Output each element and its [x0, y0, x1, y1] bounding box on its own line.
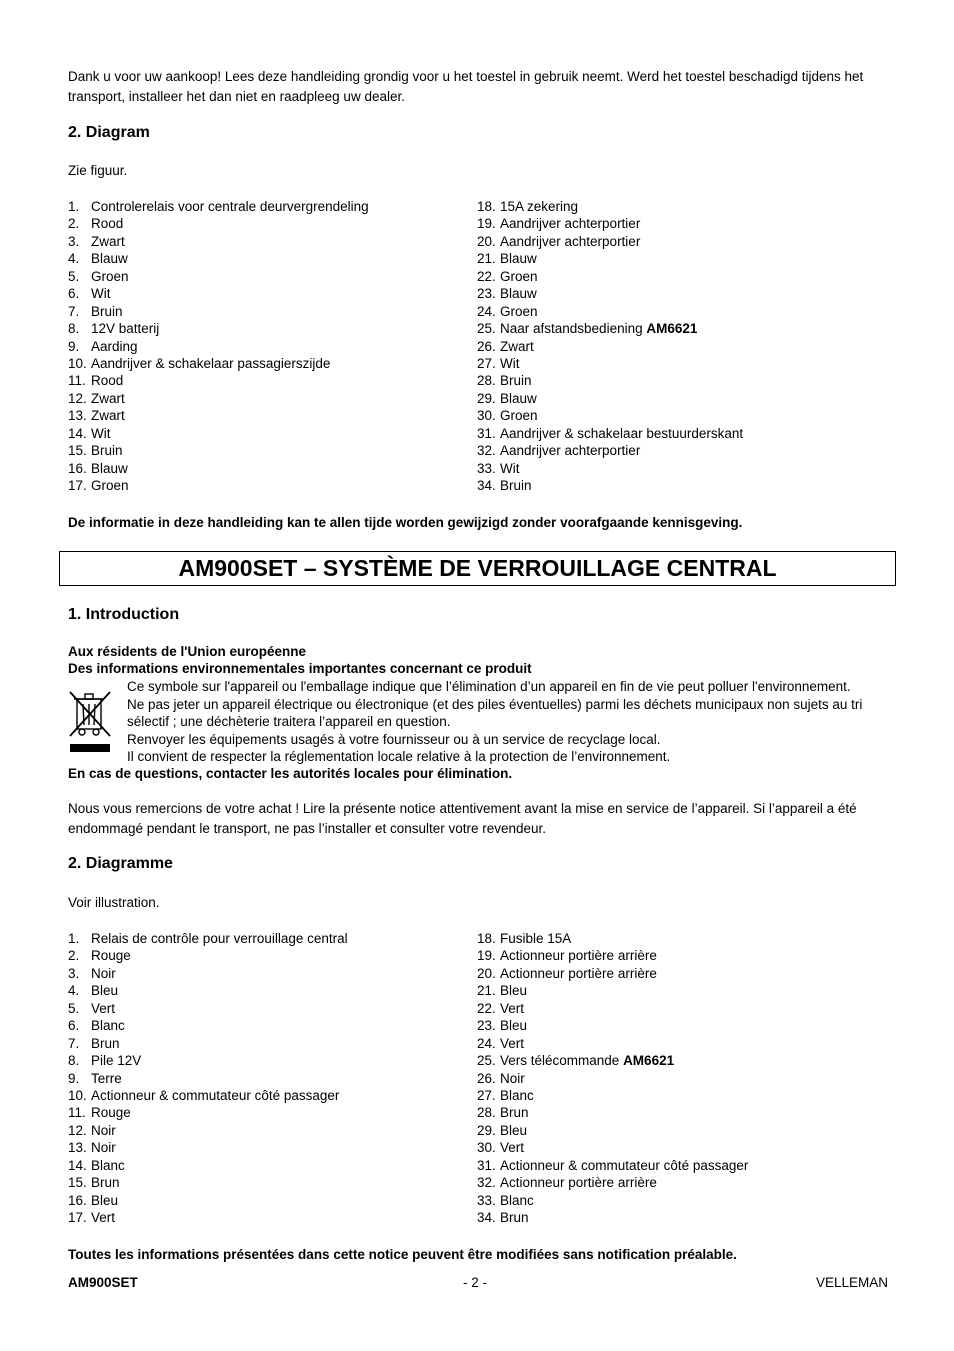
legend-item-label: Vert: [91, 1000, 116, 1016]
legend-item-label: Noir: [500, 1070, 525, 1086]
legend-item: [477, 1087, 748, 1104]
legend-item: [68, 477, 369, 494]
legend-item-label: Brun: [500, 1210, 529, 1225]
legend-item-label: 12V batterij: [91, 321, 160, 337]
legend-item: [477, 1035, 748, 1052]
legend-item-number: 20.: [477, 965, 496, 981]
legend-item-number: 13.: [68, 1140, 87, 1156]
weee-bin-icon: [68, 688, 114, 758]
legend-item: [68, 1192, 348, 1209]
nl-intro-paragraph: Dank u voor uw aankoop! Lees deze handleiding grondig voor u het toestel in gebruik neemt. Werd het toestel beschadigd tijdens het transport, installeer het dan niet en raadpleeg uw dealer.: [68, 69, 864, 104]
legend-item: [68, 1035, 348, 1052]
fr-legend-right: [477, 930, 748, 1226]
weee-line: Renvoyer les équipements usagés à votre fournisseur ou à un service de recyclage local.: [127, 731, 661, 747]
legend-item-number: 27.: [477, 1087, 496, 1103]
legend-item-number: 25.: [477, 1053, 496, 1069]
legend-item: [68, 285, 369, 302]
legend-item-label: Groen: [91, 268, 129, 284]
legend-item-number: 23.: [477, 1018, 496, 1034]
legend-item: [477, 1122, 748, 1139]
legend-item-label: Bruin: [500, 478, 532, 493]
legend-item-label: Groen: [91, 478, 129, 493]
legend-item-label: Blauw: [500, 286, 537, 302]
legend-item: [68, 930, 348, 947]
legend-item-label: Bruin: [91, 443, 123, 459]
weee-line: Ce symbole sur l'appareil ou l'emballage indique que l’élimination d’un appareil en fin de vie peut polluer l'environnement.: [127, 679, 851, 694]
legend-item-number: 2.: [68, 216, 80, 232]
legend-item: [68, 965, 348, 982]
legend-item-label: Rood: [91, 373, 124, 389]
fr-legend-left: [68, 930, 348, 1226]
legend-item-label: Terre: [91, 1070, 122, 1086]
legend-item: [68, 215, 369, 232]
weee-line: Il convient de respecter la réglementation locale relative à la protection de l’environnement.: [127, 749, 671, 764]
legend-item-number: 29.: [477, 390, 496, 406]
legend-item: [68, 407, 369, 424]
legend-item-label: Wit: [500, 355, 520, 371]
legend-item-number: 19.: [477, 948, 496, 964]
legend-item: [68, 1139, 348, 1156]
legend-item: [477, 1192, 748, 1209]
legend-item: [68, 320, 369, 337]
legend-item-label: Rood: [91, 216, 124, 232]
footer-model: AM900SET: [68, 1275, 138, 1290]
legend-item-number: 4.: [68, 251, 80, 267]
legend-item: [477, 965, 748, 982]
legend-item-number: 7.: [68, 303, 80, 319]
legend-item: [68, 1000, 348, 1017]
legend-item: [68, 233, 369, 250]
legend-item: [477, 1174, 748, 1191]
legend-item-label: Wit: [91, 425, 111, 441]
legend-item: [477, 320, 743, 337]
legend-item-label: Groen: [500, 268, 538, 284]
legend-item: [477, 460, 743, 477]
legend-item-number: 25.: [477, 321, 496, 337]
legend-item: [477, 390, 743, 407]
legend-item-number: 21.: [477, 983, 496, 999]
legend-item-number: 34.: [477, 1210, 496, 1225]
legend-item-number: 6.: [68, 286, 80, 302]
legend-item-number: 8.: [68, 1053, 80, 1069]
legend-item-number: 9.: [68, 1070, 80, 1086]
legend-item-number: 1.: [68, 199, 80, 214]
legend-item-number: 20.: [477, 233, 496, 249]
legend-item-label: Vert: [500, 1140, 525, 1156]
legend-item: [477, 1157, 748, 1174]
legend-item: [68, 460, 369, 477]
legend-item: [68, 390, 369, 407]
legend-item-number: 33.: [477, 1192, 496, 1208]
legend-item-label: Vert: [500, 1035, 525, 1051]
legend-item: [477, 425, 743, 442]
fr-weee-text: [127, 678, 862, 766]
fr-see-figure: Voir illustration.: [68, 895, 160, 910]
legend-item-label: Aandrijver achterportier: [500, 443, 641, 459]
legend-item-label: Blanc: [91, 1018, 125, 1034]
legend-item: [477, 372, 743, 389]
nl-disclaimer: De informatie in deze handleiding kan te allen tijde worden gewijzigd zonder voorafgaande kennisgeving.: [68, 515, 743, 530]
legend-item-number: 13.: [68, 408, 87, 424]
legend-item-number: 1.: [68, 931, 80, 946]
legend-item-label: Blanc: [500, 1192, 534, 1208]
legend-item: [68, 303, 369, 320]
legend-item: [68, 1122, 348, 1139]
legend-item-label: Actionneur portière arrière: [500, 948, 657, 964]
legend-item-label: Noir: [91, 1122, 116, 1138]
legend-item-label: Bruin: [91, 303, 123, 319]
legend-item-number: 31.: [477, 425, 496, 441]
legend-item-number: 7.: [68, 1035, 80, 1051]
nl-see-figure: Zie figuur.: [68, 163, 128, 178]
legend-item-number: 26.: [477, 338, 496, 354]
legend-item-number: 31.: [477, 1157, 496, 1173]
legend-item-label: Zwart: [91, 390, 125, 406]
footer-brand: VELLEMAN: [816, 1275, 889, 1290]
legend-item-number: 6.: [68, 1018, 80, 1034]
fr-questions: En cas de questions, contacter les autorités locales pour élimination.: [68, 766, 513, 781]
legend-item-label: Controlerelais voor centrale deurvergrendeling: [91, 199, 369, 214]
legend-item: [68, 982, 348, 999]
legend-item-number: 14.: [68, 425, 87, 441]
legend-item-label: 15A zekering: [500, 199, 579, 214]
legend-item-number: 18.: [477, 199, 496, 214]
fr-eu-line1: Aux résidents de l'Union européenne: [68, 644, 307, 659]
legend-item-number: 3.: [68, 965, 80, 981]
legend-item: [68, 1209, 348, 1226]
legend-item: [68, 1104, 348, 1121]
legend-item-label: Wit: [91, 286, 111, 302]
legend-item: [68, 1052, 348, 1069]
legend-item-number: 12.: [68, 1122, 87, 1138]
legend-item-number: 22.: [477, 1000, 496, 1016]
legend-item-number: 5.: [68, 268, 80, 284]
legend-item-label: Wit: [500, 460, 520, 476]
legend-item-label: Blauw: [91, 251, 128, 267]
legend-item-label: Relais de contrôle pour verrouillage central: [91, 931, 348, 946]
legend-item-label: Actionneur & commutateur côté passager: [91, 1087, 340, 1103]
legend-item-label: Fusible 15A: [500, 931, 572, 946]
legend-item: [68, 338, 369, 355]
legend-item-label: Vert: [91, 1210, 116, 1225]
legend-item: [68, 442, 369, 459]
fr-section-banner: AM900SET – SYSTÈME DE VERROUILLAGE CENTRAL: [59, 551, 896, 586]
legend-item-label: Bleu: [500, 1018, 528, 1034]
nl-legend-right: [477, 198, 743, 494]
legend-item-number: 18.: [477, 931, 496, 946]
legend-item-label: Brun: [91, 1175, 120, 1191]
legend-item-label: Blauw: [500, 390, 537, 406]
legend-item-label: Brun: [91, 1035, 120, 1051]
legend-item-number: 11.: [68, 373, 86, 389]
legend-item-number: 33.: [477, 460, 496, 476]
legend-item-label: Blanc: [500, 1087, 534, 1103]
legend-item-label: Aandrijver achterportier: [500, 233, 641, 249]
legend-item-label: Zwart: [91, 408, 125, 424]
legend-item-number: 12.: [68, 390, 87, 406]
legend-item-label: Bleu: [91, 983, 119, 999]
legend-item-number: 21.: [477, 251, 496, 267]
legend-item-number: 4.: [68, 983, 80, 999]
legend-item-label: Blanc: [91, 1157, 125, 1173]
legend-item: [477, 947, 748, 964]
legend-item: [68, 372, 369, 389]
legend-item: [477, 1000, 748, 1017]
legend-item-label: Naar afstandsbediening: [500, 321, 647, 337]
legend-item-label: Zwart: [91, 233, 125, 249]
legend-item-label: Aandrijver & schakelaar passagierszijde: [91, 355, 331, 371]
legend-item: [68, 425, 369, 442]
legend-item-number: 15.: [68, 1175, 87, 1191]
legend-item-label: Noir: [91, 1140, 116, 1156]
legend-item: [68, 947, 348, 964]
legend-item-number: 29.: [477, 1122, 496, 1138]
legend-item-label: Rouge: [91, 1105, 131, 1121]
legend-item-number: 34.: [477, 478, 496, 493]
legend-item-number: 16.: [68, 1192, 87, 1208]
legend-item-model: AM6621: [646, 321, 698, 337]
fr-intro-heading: 1. Introduction: [68, 606, 180, 623]
legend-item-label: Actionneur portière arrière: [500, 1175, 657, 1191]
legend-item-label: Blauw: [500, 251, 537, 267]
legend-item: [477, 1139, 748, 1156]
legend-item-label: Vers télécommande: [500, 1053, 624, 1069]
legend-item-number: 30.: [477, 1140, 496, 1156]
legend-item-label: Bleu: [91, 1192, 119, 1208]
fr-thanks-paragraph: Nous vous remercions de votre achat ! Lire la présente notice attentivement avant la mise en service de l’appareil. Si l’appareil a été endommagé pendant le transport, ne pas l’installer et consulter votre revendeur.: [68, 801, 857, 836]
legend-item-label: Vert: [500, 1000, 525, 1016]
legend-item-number: 9.: [68, 338, 80, 354]
legend-item: [68, 268, 369, 285]
legend-item-number: 14.: [68, 1157, 87, 1173]
legend-item-label: Groen: [500, 408, 538, 424]
legend-item-number: 15.: [68, 443, 87, 459]
legend-item: [477, 982, 748, 999]
legend-item-label: Bleu: [500, 1122, 528, 1138]
legend-item-number: 30.: [477, 408, 496, 424]
legend-item: [477, 285, 743, 302]
legend-item-label: Bleu: [500, 983, 528, 999]
legend-item-number: 27.: [477, 355, 496, 371]
legend-item-label: Aandrijver & schakelaar bestuurderskant: [500, 425, 744, 441]
fr-diagram-heading: 2. Diagramme: [68, 855, 173, 872]
legend-item: [68, 1157, 348, 1174]
legend-item-number: 8.: [68, 321, 80, 337]
legend-item: [477, 1052, 748, 1069]
legend-item-label: Aarding: [91, 338, 138, 354]
fr-eu-line2: Des informations environnementales importantes concernant ce produit: [68, 661, 532, 676]
legend-item: [68, 355, 369, 372]
legend-item-number: 28.: [477, 373, 496, 389]
legend-item: [477, 1017, 748, 1034]
legend-item: [477, 250, 743, 267]
legend-item-number: 22.: [477, 268, 496, 284]
footer-page-number: - 2 -: [463, 1275, 488, 1290]
legend-item: [477, 1070, 748, 1087]
legend-item-number: 32.: [477, 443, 496, 459]
legend-item-number: 23.: [477, 286, 496, 302]
legend-item: [477, 198, 743, 215]
legend-item-number: 17.: [68, 1210, 87, 1225]
legend-item-label: Actionneur & commutateur côté passager: [500, 1157, 749, 1173]
legend-item-label: Actionneur portière arrière: [500, 965, 657, 981]
legend-item-label: Zwart: [500, 338, 534, 354]
legend-item: [68, 1070, 348, 1087]
legend-item: [477, 338, 743, 355]
legend-item-label: Blauw: [91, 460, 128, 476]
legend-item: [68, 1017, 348, 1034]
legend-item-number: 17.: [68, 478, 87, 493]
legend-item-number: 10.: [68, 1087, 87, 1103]
legend-item: [477, 233, 743, 250]
legend-item-model: AM6621: [623, 1053, 675, 1069]
legend-item-number: 32.: [477, 1175, 496, 1191]
legend-item-number: 3.: [68, 233, 80, 249]
legend-item-number: 2.: [68, 948, 80, 964]
nl-legend-left: [68, 198, 369, 494]
legend-item-label: Noir: [91, 965, 116, 981]
fr-disclaimer: Toutes les informations présentées dans cette notice peuvent être modifiées sans notification préalable.: [68, 1247, 737, 1262]
legend-item-number: 19.: [477, 216, 496, 232]
legend-item-label: Brun: [500, 1105, 529, 1121]
legend-item-label: Groen: [500, 303, 538, 319]
legend-item-number: 5.: [68, 1000, 80, 1016]
legend-item-number: 24.: [477, 303, 496, 319]
legend-item: [477, 1209, 748, 1226]
legend-item-number: 28.: [477, 1105, 496, 1121]
legend-item: [68, 1087, 348, 1104]
legend-item-number: 11.: [68, 1105, 86, 1121]
legend-item: [477, 442, 743, 459]
legend-item-label: Aandrijver achterportier: [500, 216, 641, 232]
legend-item: [477, 215, 743, 232]
legend-item-label: Rouge: [91, 948, 131, 964]
legend-item-number: 10.: [68, 355, 87, 371]
legend-item: [477, 1104, 748, 1121]
legend-item: [477, 268, 743, 285]
legend-item: [68, 198, 369, 215]
legend-item: [68, 250, 369, 267]
legend-item: [477, 477, 743, 494]
legend-item: [477, 407, 743, 424]
legend-item: [477, 355, 743, 372]
legend-item: [68, 1174, 348, 1191]
weee-line: Ne pas jeter un appareil électrique ou électronique (et des piles éventuelles) parmi les déchets municipaux non sujets au tri: [127, 696, 863, 712]
legend-item-number: 16.: [68, 460, 87, 476]
legend-item-number: 24.: [477, 1035, 496, 1051]
weee-line: sélectif ; une déchèterie traitera l’appareil en question.: [127, 714, 451, 729]
nl-diagram-heading: 2. Diagram: [68, 124, 150, 141]
legend-item: [477, 930, 748, 947]
legend-item-number: 26.: [477, 1070, 496, 1086]
legend-item: [477, 303, 743, 320]
legend-item-label: Pile 12V: [91, 1053, 142, 1069]
legend-item-label: Bruin: [500, 373, 532, 389]
